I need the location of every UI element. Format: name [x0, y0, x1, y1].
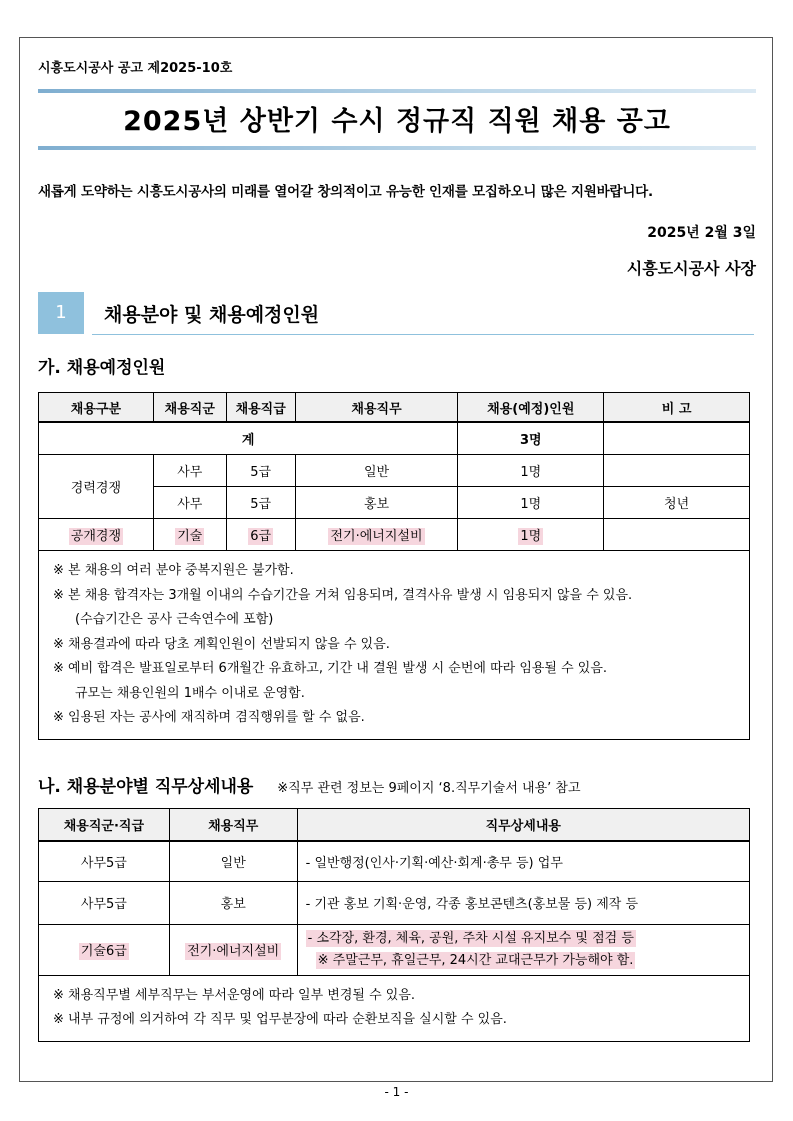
cell-detail: - 일반행정(인사·기획·예산·회계·총무 등) 업무	[297, 841, 749, 881]
cell-grade	[226, 519, 295, 551]
cell-group: 사무5급	[39, 881, 170, 924]
notice-number: 시흥도시공사 공고 제2025-10호	[38, 61, 233, 76]
notes-row	[39, 975, 750, 1041]
cell-detail: - 기관 홍보 기획·운영, 각종 홍보콘텐츠(홍보물 등) 제작 등	[297, 881, 749, 924]
title-divider-bottom	[38, 146, 756, 150]
page-title: 2025년 상반기 수시 정규직 직원 채용 공고	[123, 106, 671, 137]
cell-duty: 홍보	[295, 487, 458, 519]
title-divider-top	[38, 89, 756, 93]
column-header: 채용직군·직급	[39, 809, 170, 842]
note-line: ※ 내부 규정에 의거하여 각 직무 및 업무분장에 따라 순환보직을 실시할 수 있음.	[53, 1012, 507, 1027]
cell-grade: 5급	[226, 455, 295, 487]
reference-note: ※직무 관련 정보는 9페이지 ‘8.직무기술서 내용’ 참고	[277, 781, 581, 796]
section-number-badge: 1	[38, 292, 84, 334]
intro-text: 새롭게 도약하는 시흥도시공사의 미래를 열어갈 창의적이고 유능한 인재를 모집하오니 많은 지원바랍니다.	[38, 184, 653, 200]
cell-type	[39, 519, 154, 551]
column-header: 채용(예정)인원	[458, 393, 604, 423]
subsection-b-heading: 나. 채용분야별 직무상세내용	[38, 777, 254, 797]
cell-duty	[295, 519, 458, 551]
signer: 시흥도시공사 사장	[626, 259, 756, 278]
cell-duty	[169, 924, 297, 975]
cell-grade: 5급	[226, 487, 295, 519]
highlight-duty: 전기·에너지설비	[330, 529, 423, 544]
column-header: 채용직무	[295, 393, 458, 423]
notes-cell	[39, 975, 750, 1041]
cell-group	[39, 924, 170, 975]
total-count: 3명	[458, 422, 604, 455]
highlight-detail-1: - 소각장, 환경, 체육, 공원, 주차 시설 유지보수 및 점검 등	[307, 930, 634, 946]
subsection-a-title: 가. 채용예정인원	[38, 358, 166, 378]
column-header: 채용직급	[226, 393, 295, 423]
highlight-grade: 6급	[250, 529, 272, 544]
duty-detail-table	[38, 808, 750, 1042]
cell-note	[604, 519, 750, 551]
highlight-type: 공개경쟁	[70, 529, 122, 544]
cell-group: 사무	[153, 455, 226, 487]
table-header-row	[39, 393, 750, 423]
section-underline	[92, 334, 754, 335]
highlight-duty: 전기·에너지설비	[187, 944, 280, 959]
cell-duty: 일반	[295, 455, 458, 487]
notice-date: 2025년 2월 3일	[647, 225, 756, 241]
highlight-group: 기술6급	[80, 944, 127, 959]
highlight-detail-2: ※ 주말근무, 휴일근무, 24시간 교대근무가 가능해야 함.	[317, 952, 634, 968]
cell-duty: 홍보	[169, 881, 297, 924]
note-line: ※ 예비 합격은 발표일로부터 6개월간 유효하고, 기간 내 결원 발생 시 순번에 따라 임용될 수 있음.	[53, 661, 608, 676]
cell-count	[458, 519, 604, 551]
cell-count: 1명	[458, 455, 604, 487]
table-row	[39, 841, 750, 881]
cell-note	[604, 455, 750, 487]
column-header: 채용직무	[169, 809, 297, 842]
cell-group: 사무	[153, 487, 226, 519]
note-line: 규모는 채용인원의 1배수 이내로 운영함.	[75, 685, 305, 701]
note-line: ※ 본 채용 합격자는 3개월 이내의 수습기간을 거쳐 임용되며, 결격사유 발생 시 임용되지 않을 수 있음.	[53, 587, 633, 603]
recruitment-count-table	[38, 392, 750, 740]
highlight-group: 기술	[177, 529, 203, 544]
table-header-row	[39, 809, 750, 842]
total-label: 계	[39, 422, 458, 455]
table-row	[39, 455, 750, 487]
highlight-count: 1명	[520, 529, 542, 544]
career-label: 경력경쟁	[39, 455, 154, 519]
note-line: ※ 채용직무별 세부직무는 부서운영에 따라 일부 변경될 수 있음.	[53, 987, 416, 1003]
column-header: 채용구분	[39, 393, 154, 423]
cell-count: 1명	[458, 487, 604, 519]
notes-cell	[39, 551, 750, 740]
note-line: ※ 본 채용의 여러 분야 중복지원은 불가함.	[53, 563, 294, 578]
notes-row	[39, 551, 750, 740]
section-title: 채용분야 및 채용예정인원	[104, 304, 320, 326]
total-row	[39, 422, 750, 455]
table-row	[39, 881, 750, 924]
column-header: 직무상세내용	[297, 809, 749, 842]
column-header: 채용직군	[153, 393, 226, 423]
column-header: 비 고	[604, 393, 750, 423]
note-line: (수습기간은 공사 근속연수에 포함)	[75, 612, 274, 627]
cell-group	[153, 519, 226, 551]
cell-note: 청년	[604, 487, 750, 519]
table-row	[39, 519, 750, 551]
cell-group: 사무5급	[39, 841, 170, 881]
table-row	[39, 924, 750, 975]
subsection-b-title	[38, 772, 581, 797]
cell-detail	[297, 924, 749, 975]
note-line: ※ 임용된 자는 공사에 재직하며 겸직행위를 할 수 없음.	[53, 710, 365, 725]
total-note	[604, 422, 750, 455]
note-line: ※ 채용결과에 따라 당초 계획인원이 선발되지 않을 수 있음.	[53, 636, 390, 652]
page-number: - 1 -	[384, 1085, 409, 1099]
cell-duty: 일반	[169, 841, 297, 881]
